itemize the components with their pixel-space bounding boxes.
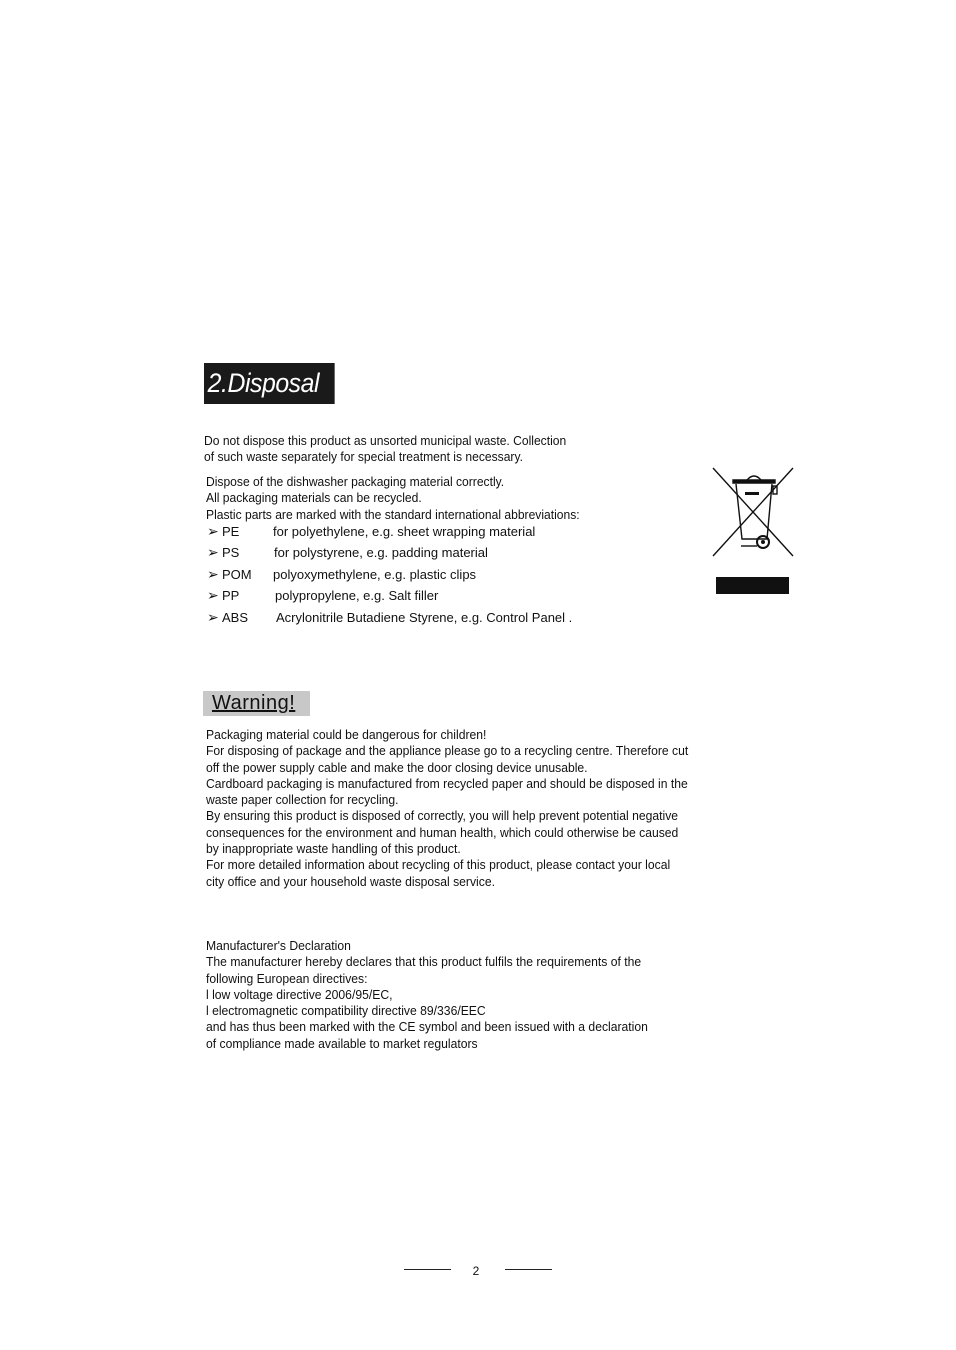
abbreviation-description: polypropylene, e.g. Salt filler bbox=[275, 588, 439, 603]
page-number: 2 bbox=[472, 1264, 480, 1278]
declaration-line: l electromagnetic compatibility directive 89/336/EEC bbox=[206, 1003, 486, 1019]
packaging-paragraph bbox=[206, 474, 580, 523]
section-title: 2.Disposal bbox=[204, 363, 335, 404]
footer-rule-right bbox=[505, 1269, 552, 1270]
arrow-bullet-icon: ➢ bbox=[207, 523, 219, 539]
warning-line: By ensuring this product is disposed of correctly, you will help prevent potential negative bbox=[206, 808, 679, 824]
warning-line: off the power supply cable and make the door closing device unusable. bbox=[206, 759, 588, 775]
arrow-bullet-icon: ➢ bbox=[207, 566, 219, 582]
abbreviation-description: for polyethylene, e.g. sheet wrapping material bbox=[273, 524, 536, 539]
abbreviation-code: POM bbox=[222, 567, 252, 582]
declaration-line: of compliance made available to market regulators bbox=[206, 1035, 478, 1051]
arrow-bullet-icon: ➢ bbox=[207, 609, 219, 625]
abbreviation-code: PP bbox=[222, 588, 240, 603]
footer-rule-left bbox=[404, 1269, 451, 1270]
declaration-line: l low voltage directive 2006/95/EC, bbox=[206, 986, 393, 1002]
warning-line: For disposing of package and the appliance please go to a recycling centre. Therefore cut bbox=[206, 743, 689, 759]
warning-line: city office and your household waste disposal service. bbox=[206, 873, 495, 889]
abbreviation-code: ABS bbox=[222, 610, 249, 625]
warning-line: Cardboard packaging is manufactured from recycled paper and should be disposed in the bbox=[206, 775, 688, 791]
abbreviation-code: PS bbox=[222, 545, 240, 560]
abbreviation-code: PE bbox=[222, 524, 240, 539]
warning-heading: Warning! bbox=[203, 691, 310, 716]
declaration-line: The manufacturer hereby declares that this product fulfils the requirements of the bbox=[206, 954, 642, 970]
weee-black-bar bbox=[716, 577, 789, 594]
declaration-line: following European directives: bbox=[206, 970, 368, 986]
declaration-line: Manufacturer's Declaration bbox=[206, 938, 351, 953]
intro-line: Do not dispose this product as unsorted municipal waste. Collection bbox=[204, 433, 567, 448]
crossed-out-wheelie-bin-icon bbox=[711, 466, 795, 558]
warning-line: For more detailed information about recycling of this product, please contact your local bbox=[206, 857, 671, 873]
abbreviation-description: for polystyrene, e.g. padding material bbox=[274, 545, 488, 560]
intro-line: of such waste separately for special treatment is necessary. bbox=[204, 449, 523, 465]
abbreviation-description: Acrylonitrile Butadiene Styrene, e.g. Control Panel . bbox=[276, 610, 573, 625]
packaging-line: Dispose of the dishwasher packaging material correctly. bbox=[206, 474, 505, 489]
warning-line: waste paper collection for recycling. bbox=[206, 792, 399, 808]
warning-line: consequences for the environment and human health, which could otherwise be caused bbox=[206, 824, 679, 840]
intro-paragraph bbox=[204, 433, 566, 466]
warning-line: Packaging material could be dangerous for children! bbox=[206, 727, 487, 742]
packaging-line: Plastic parts are marked with the standard international abbreviations: bbox=[206, 506, 580, 522]
warning-paragraph bbox=[206, 727, 688, 890]
manufacturer-declaration bbox=[206, 938, 648, 1052]
arrow-bullet-icon: ➢ bbox=[207, 587, 219, 603]
declaration-line: and has thus been marked with the CE symbol and been issued with a declaration bbox=[206, 1019, 648, 1035]
packaging-line: All packaging materials can be recycled. bbox=[206, 490, 422, 506]
abbreviation-description: polyoxymethylene, e.g. plastic clips bbox=[273, 567, 477, 582]
warning-line: by inappropriate waste handling of this product. bbox=[206, 841, 461, 857]
arrow-bullet-icon: ➢ bbox=[207, 544, 219, 560]
